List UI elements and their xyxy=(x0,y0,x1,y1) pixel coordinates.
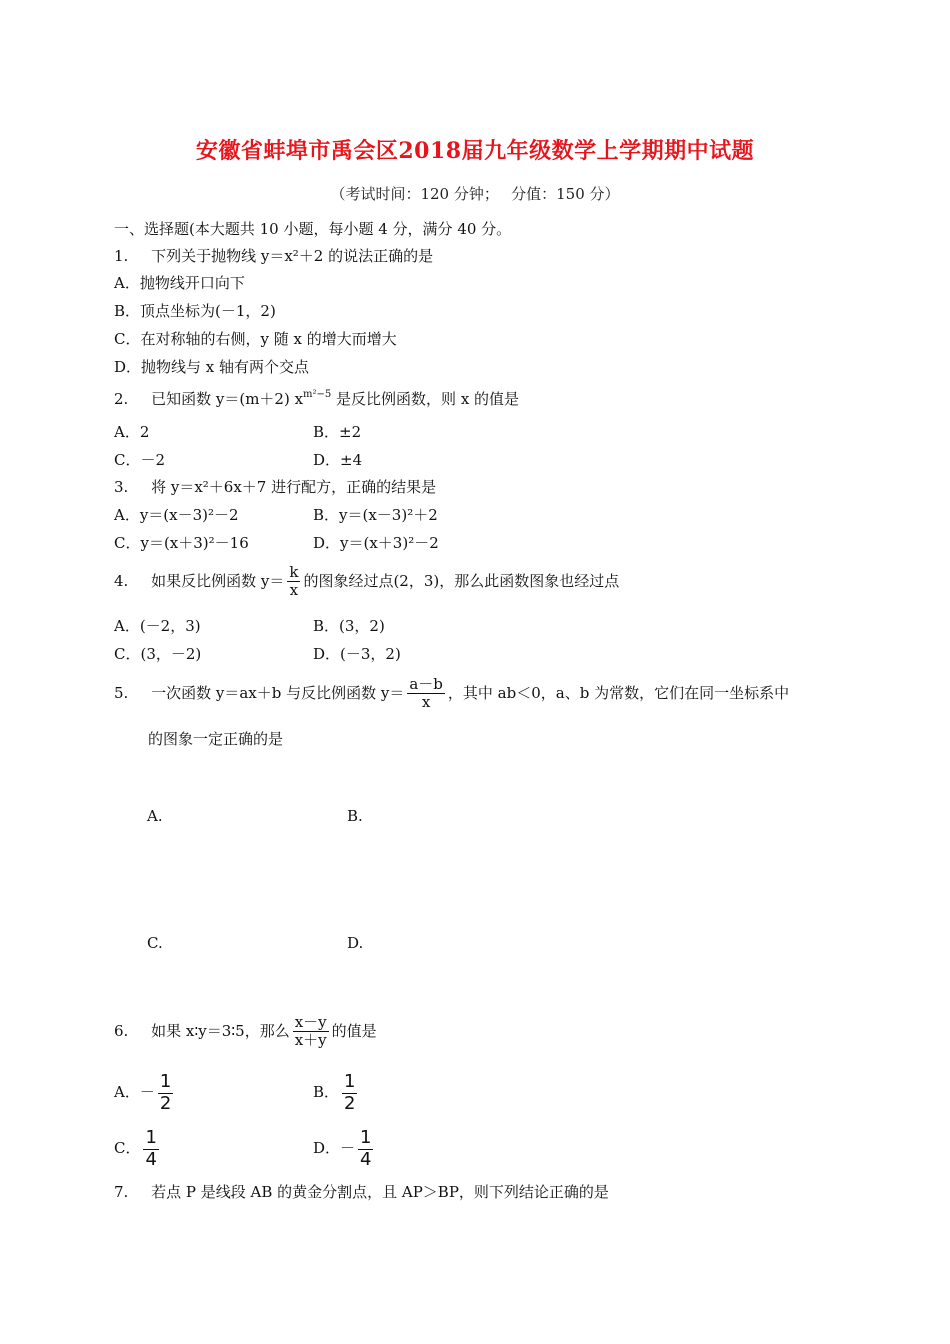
question-text-tail: ，其中 ab＜0，a、b 为常数，它们在同一坐标系中 xyxy=(447,683,790,702)
q5-option-b: B. xyxy=(347,807,363,825)
question-text: 将 y＝x²＋6x＋7 进行配方，正确的结果是 xyxy=(151,478,437,496)
question-text-tail: 是反比例函数，则 x 的值是 xyxy=(331,390,520,408)
q6-option-d xyxy=(313,1128,376,1170)
question-text: 如果反比例函数 y＝ xyxy=(151,571,285,590)
q6-option-b xyxy=(313,1072,360,1114)
option-label: D．－ xyxy=(313,1139,356,1158)
question-3 xyxy=(114,477,436,497)
question-text: 已知函数 y＝(m＋2) x xyxy=(151,390,304,408)
fraction xyxy=(158,1072,173,1114)
option-label: A．－ xyxy=(114,1083,155,1102)
q4-option-a: A．(－2，3) xyxy=(114,617,201,635)
question-number: 4. xyxy=(114,571,129,590)
question-text: 一次函数 y＝ax＋b 与反比例函数 y＝ xyxy=(151,683,405,702)
question-number: 5. xyxy=(114,683,129,702)
q5-option-d: D. xyxy=(347,934,364,952)
question-1 xyxy=(114,246,433,266)
q3-option-d: D．y＝(x＋3)²－2 xyxy=(313,534,439,552)
question-number: 7. xyxy=(114,1183,129,1201)
option-label: C． xyxy=(114,1139,141,1158)
q2-option-b: B．±2 xyxy=(313,423,362,441)
fraction-denominator: x＋y xyxy=(294,1031,327,1050)
q6-option-a xyxy=(114,1072,176,1114)
fraction-denominator: 4 xyxy=(360,1148,372,1170)
fraction-numerator: 1 xyxy=(360,1127,372,1148)
fraction-denominator: x xyxy=(421,693,431,712)
q6-option-c xyxy=(114,1128,162,1170)
q4-option-d: D．(－3，2) xyxy=(313,645,401,663)
exam-info: （考试时间：120 分钟； 分值：150 分） xyxy=(330,185,620,203)
q3-option-a: A．y＝(x－3)²－2 xyxy=(114,506,239,524)
question-number: 2. xyxy=(114,390,129,408)
question-text: 如果 x∶y＝3∶5，那么 xyxy=(151,1021,290,1040)
fraction-denominator: 4 xyxy=(145,1148,157,1170)
question-5-line2: 的图象一定正确的是 xyxy=(148,730,284,748)
question-number: 1. xyxy=(114,247,129,265)
q1-option-b: B．顶点坐标为(－1，2) xyxy=(114,302,276,320)
question-text-tail: 的图象经过点(2，3)，那么此函数图象也经过点 xyxy=(303,571,620,590)
section-heading: 一、选择题(本大题共 10 小题，每小题 4 分，满分 40 分。 xyxy=(114,220,512,238)
q5-option-a: A. xyxy=(147,807,163,825)
fraction xyxy=(407,676,445,712)
q2-option-c: C．－2 xyxy=(114,451,166,469)
q1-option-c: C．在对称轴的右侧，y 随 x 的增大而增大 xyxy=(114,330,397,348)
q3-option-b: B．y＝(x－3)²＋2 xyxy=(313,506,438,524)
question-number: 6. xyxy=(114,1021,129,1040)
question-5 xyxy=(114,676,789,712)
fraction xyxy=(287,564,300,600)
fraction-numerator: 1 xyxy=(159,1071,172,1092)
fraction xyxy=(293,1014,329,1050)
q4-option-b: B．(3，2) xyxy=(313,617,385,635)
q4-option-c: C．(3，－2) xyxy=(114,645,202,663)
q5-option-c: C. xyxy=(147,934,163,952)
question-7 xyxy=(114,1182,609,1202)
fraction-numerator: k xyxy=(289,563,299,581)
fraction-numerator: 1 xyxy=(344,1071,356,1092)
q2-option-d: D．±4 xyxy=(313,451,363,469)
question-4 xyxy=(114,564,619,600)
fraction xyxy=(358,1128,373,1170)
question-text: 若点 P 是线段 AB 的黄金分割点，且 AP＞BP，则下列结论正确的是 xyxy=(151,1183,609,1201)
question-2 xyxy=(114,389,519,409)
fraction xyxy=(342,1072,357,1114)
fraction-denominator: 2 xyxy=(344,1092,356,1114)
fraction-denominator: 2 xyxy=(159,1092,172,1114)
q1-option-d: D．抛物线与 x 轴有两个交点 xyxy=(114,358,310,376)
question-6 xyxy=(114,1014,377,1050)
q2-option-a: A．2 xyxy=(114,423,150,441)
fraction-numerator: x－y xyxy=(294,1013,327,1031)
question-text-tail: 的值是 xyxy=(331,1021,377,1040)
question-number: 3. xyxy=(114,478,129,496)
fraction xyxy=(143,1128,158,1170)
fraction-numerator: 1 xyxy=(145,1127,157,1148)
q3-option-c: C．y＝(x＋3)²－16 xyxy=(114,534,249,552)
page-title: 安徽省蚌埠市禹会区2018届九年级数学上学期期中试题 xyxy=(195,138,755,164)
exponent: m²−5 xyxy=(303,389,332,400)
question-text: 下列关于抛物线 y＝x²＋2 的说法正确的是 xyxy=(151,247,434,265)
fraction-numerator: a－b xyxy=(409,675,443,693)
fraction-denominator: x xyxy=(289,581,299,600)
q1-option-a: A．抛物线开口向下 xyxy=(114,274,245,292)
option-label: B． xyxy=(313,1083,340,1102)
